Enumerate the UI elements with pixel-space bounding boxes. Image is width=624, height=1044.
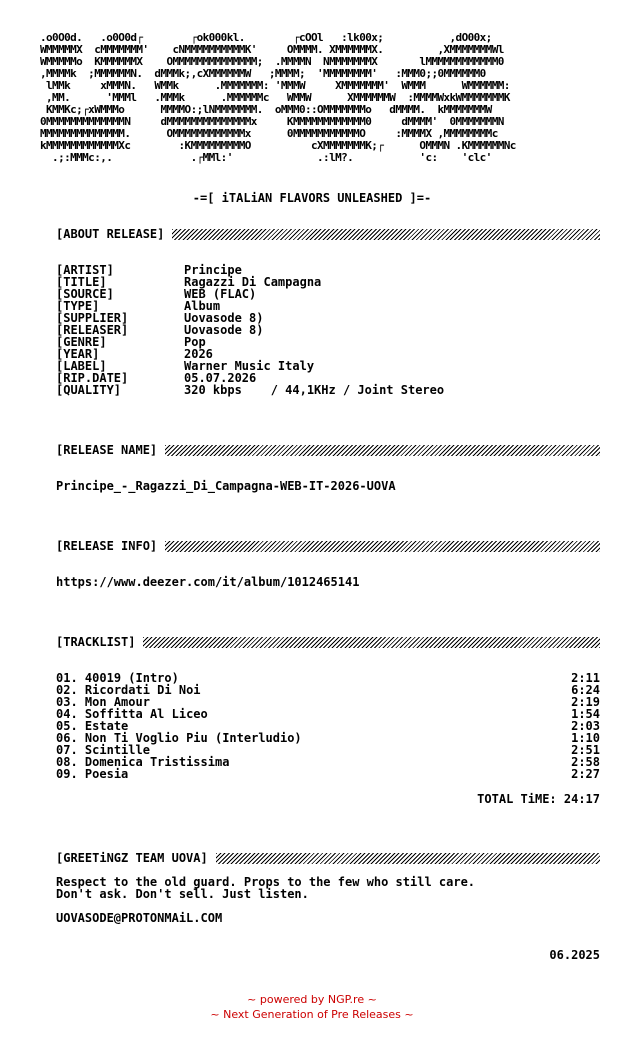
about-key: [ARTIST] [56,263,114,277]
track-title: Soffitta Al Liceo [84,707,208,721]
about-row [56,264,600,276]
track-title-group [56,768,128,780]
about-value: WEB (FLAC) [184,287,257,301]
tagline: -=[ iTALiAN FLAVORS UNLEASHED ]=- [192,191,432,205]
about-value: 2026 [184,347,213,361]
track-title: Non Ti Voglio Piu (Interludio) [84,731,302,745]
section-title: [ABOUT RELEASE] [56,227,165,241]
track-title: Ricordati Di Noi [84,683,201,697]
about-row [56,324,600,336]
about-row [56,336,600,348]
section-title: [RELEASE NAME] [56,443,158,457]
greetings-line-1: Respect to the old guard. Props to the few who still care. [56,875,476,889]
about-row [56,348,600,360]
about-value: Ragazzi Di Campagna [184,275,322,289]
about-key: [SUPPLIER] [56,311,129,325]
about-key: [LABEL] [56,359,107,373]
track-row [56,768,600,780]
track-number: 09. [56,767,78,781]
about-key: [TYPE] [56,299,100,313]
section-header-release-info [56,539,600,553]
track-row [56,756,600,768]
about-key: [GENRE] [56,335,107,349]
track-number: 08. [56,755,78,769]
greetings-line-2: Don't ask. Don't sell. Just listen. [56,887,309,901]
track-number: 01. [56,671,78,685]
hatched-divider [172,229,600,240]
total-time: TOTAL TiME: 24:17 [477,792,600,806]
track-title: Mon Amour [84,695,150,709]
track-duration: 2:58 [571,755,600,769]
release-name-value: Principe_-_Ragazzi_Di_Campagna-WEB-IT-2026-UOVA [56,479,396,493]
about-row [56,300,600,312]
hatched-divider [165,445,600,456]
about-row [56,288,600,300]
track-title: 40019 (Intro) [84,671,179,685]
about-release-list [56,264,600,396]
track-duration: 2:27 [571,767,600,781]
about-value: Principe [184,263,242,277]
about-key: [YEAR] [56,347,100,361]
track-title: Poesia [84,767,129,781]
about-key: [SOURCE] [56,287,114,301]
release-date: 06.2025 [549,948,600,962]
release-info-link[interactable]: https://www.deezer.com/it/album/1012465141 [56,575,360,589]
section-title: [GREETiNGZ TEAM UOVA] [56,851,208,865]
track-title: Domenica Tristissima [84,755,230,769]
track-duration: 1:10 [571,731,600,745]
about-row [56,312,600,324]
track-duration: 2:51 [571,743,600,757]
about-key: [TITLE] [56,275,107,289]
section-header-about-release [56,227,600,241]
footer-powered-by[interactable]: ~ powered by NGP.re ~ [247,993,377,1006]
track-number: 06. [56,731,78,745]
hatched-divider [165,541,600,552]
track-number: 07. [56,743,78,757]
about-key: [RELEASER] [56,323,129,337]
track-row [56,708,600,720]
about-value: Pop [184,335,206,349]
section-title: [TRACKLIST] [56,635,136,649]
about-value: Uovasode 8) [184,323,264,337]
about-value: Uovasode 8) [184,311,264,325]
about-value: 320 kbps / 44,1KHz / Joint Stereo [184,383,445,397]
section-header-tracklist [56,635,600,649]
track-title: Estate [84,719,129,733]
about-row [56,276,600,288]
about-row [56,360,600,372]
hatched-divider [143,637,600,648]
tracklist [56,672,600,780]
about-row [56,384,600,396]
about-key: [QUALITY] [56,383,122,397]
track-duration: 6:24 [571,683,600,697]
track-duration: 2:03 [571,719,600,733]
track-duration: 1:54 [571,707,600,721]
section-header-release-name [56,443,600,457]
about-value: Album [184,299,221,313]
section-header-greetings [56,851,600,865]
contact-email[interactable]: UOVASODE@PROTONMAiL.COM [56,911,223,925]
track-number: 04. [56,707,78,721]
track-duration: 2:11 [571,671,600,685]
footer-tagline: ~ Next Generation of Pre Releases ~ [210,1008,414,1021]
about-value: Warner Music Italy [184,359,315,373]
track-number: 02. [56,683,78,697]
section-title: [RELEASE INFO] [56,539,158,553]
track-number: 05. [56,719,78,733]
track-title: Scintille [84,743,150,757]
track-number: 03. [56,695,78,709]
track-duration: 2:19 [571,695,600,709]
about-key: [RIP.DATE] [56,371,129,385]
hatched-divider [216,853,600,864]
ascii-logo: .o0O0d. .o0O0d┌ ┌ok000kl. ┌cOOl :lk00x; ,dO00x; WMMMMMX cMMMMMMM' cNMMMMMMMMMMK' OMMMM. XMMMMMMX. ,XMMMMMMMWl WMMMMMo KMMMMMMX OMMMMMMMMMMMMMM; .MMMMN NMMMMMMMX lMMMMMMMMMMMM0 ,MMMMk ;MMMMMMN. dMMMk;,cXMMMMMMW ;MMMM; 'MMMMMMMM' :MMM0;;0MMMMMM0 lMMk xMMMN. WMMk .MMMMMMM: 'MMMW XMMMMMMM' WMMM WMMMMMM: ,MM. 'MMMl .MMMk .MMMMMMc WMMW XMMMMMMW :MMMMWxkWMMMMMMMK KMMKc;┌xWMMMo MMMMO:;lNMMMMMMM. oMMM0::OMMMMMMMo dMMMM. kMMMMMMMW 0MMMMMMMMMMMMMN dMMMMMMMMMMMMMMx KMMMMMMMMMMMM0 dMMMM' 0MMMMMMMN MMMMMMMMMMMMMM. OMMMMMMMMMMMMx 0MMMMMMMMMMMO :MMMMX ,MMMMMMMMc kMMMMMMMMMMMMXc :KMMMMMMMMMO cXMMMMMMMK;┌ OMMMN .KMMMMMMNc .;:MMMc:,. .┌MMl:' .:lM?. 'c: 'clc' [40,32,516,164]
about-value: 05.07.2026 [184,371,257,385]
